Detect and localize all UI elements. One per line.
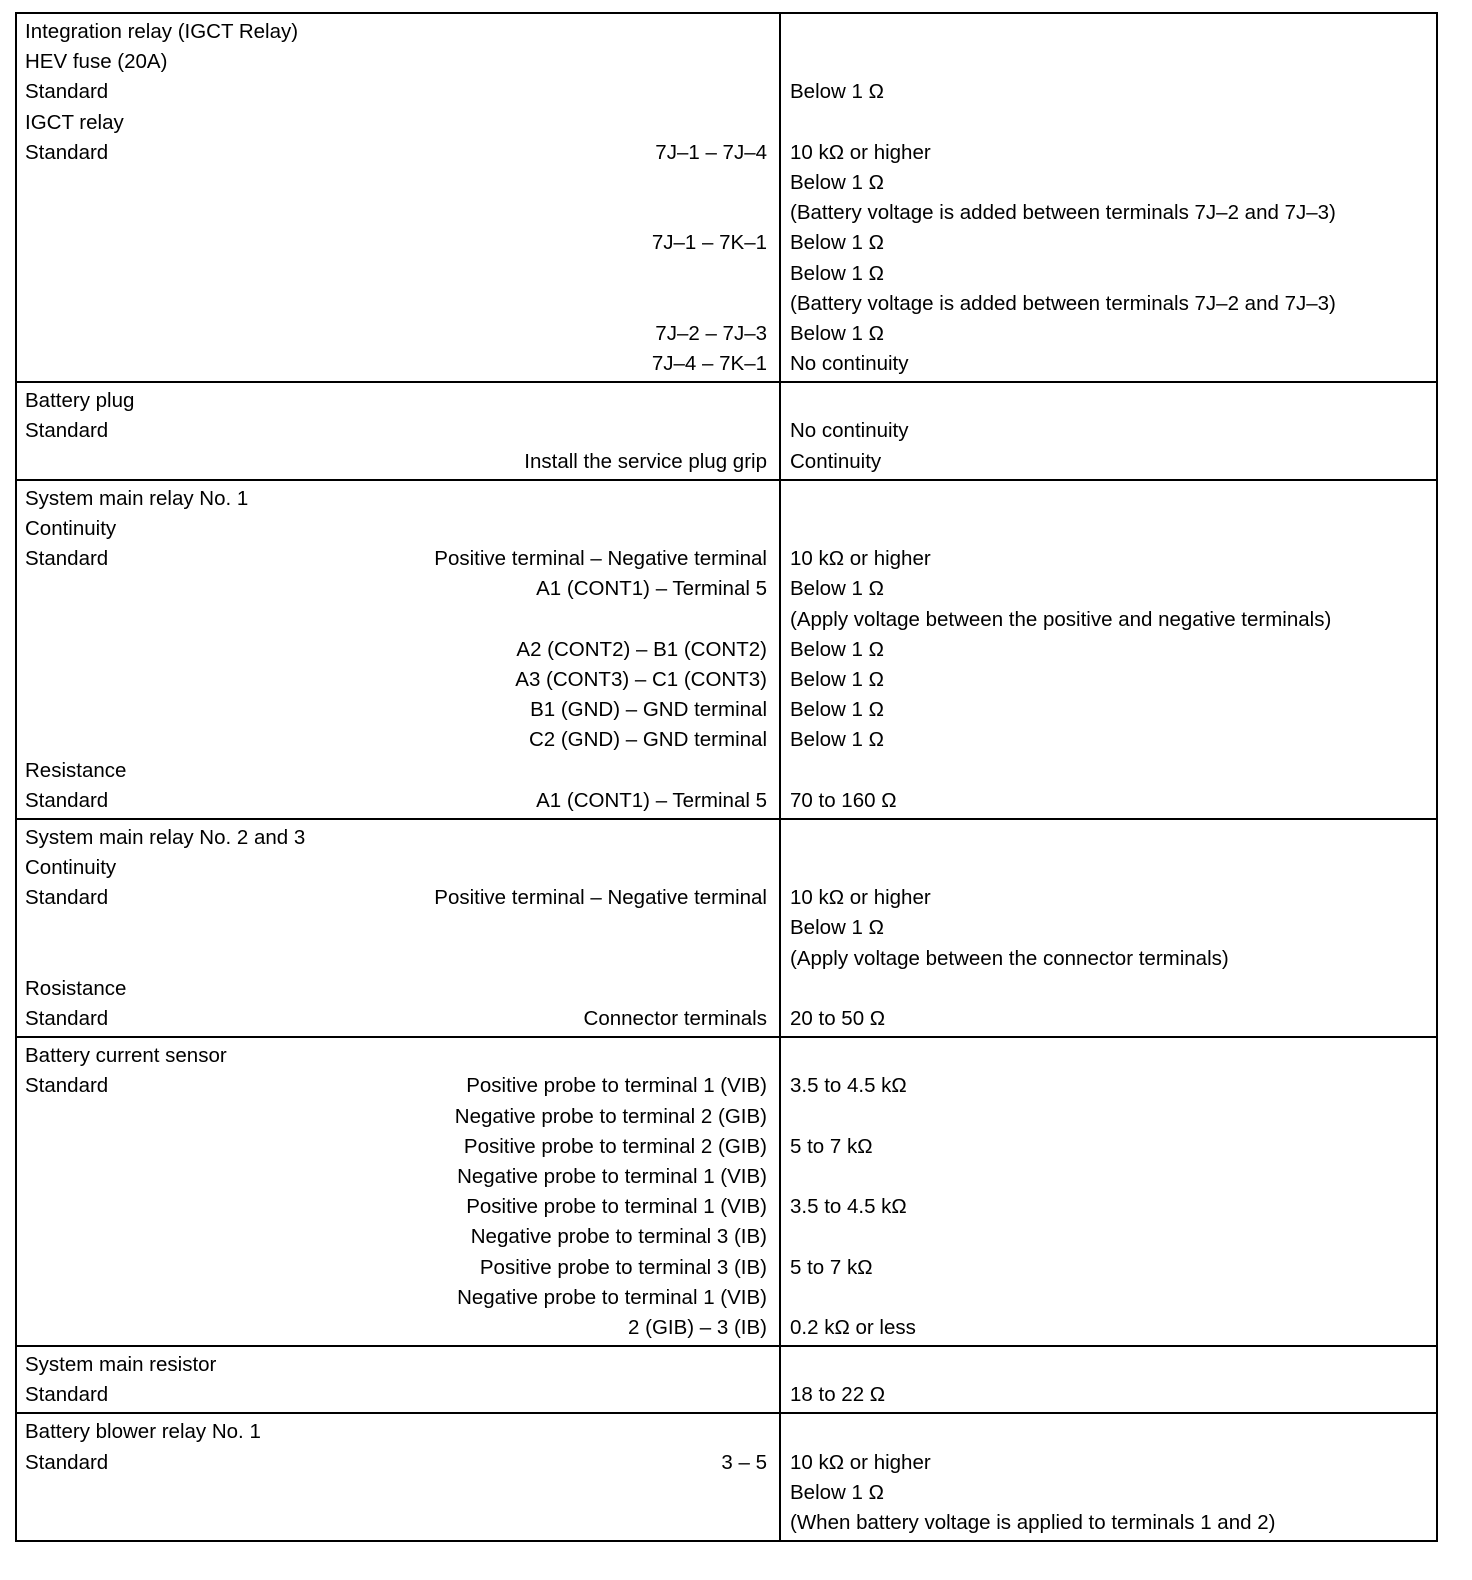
spec-value: Below 1 Ω (790, 1480, 884, 1504)
terminal-condition: A2 (CONT2) – B1 (CONT2) (516, 637, 767, 661)
value-cell (780, 819, 1437, 1037)
terminal-condition: Negative probe to terminal 3 (IB) (470, 1225, 767, 1249)
condition-line (17, 1102, 779, 1132)
condition-line (17, 1417, 779, 1447)
spec-value (781, 1350, 1436, 1380)
condition-line (17, 1222, 779, 1252)
item-label: Standard (25, 1450, 109, 1474)
terminal-condition: Positive terminal – Negative terminal (434, 547, 767, 571)
item-label: Standard (25, 1383, 109, 1407)
terminal-condition: 7J–1 – 7K–1 (651, 231, 767, 255)
spec-value (781, 756, 1436, 786)
condition-line (17, 319, 779, 349)
spec-value: Below 1 Ω (790, 261, 884, 285)
condition-line (17, 695, 779, 725)
condition-line (17, 786, 779, 816)
item-label: Battery blower relay No. 1 (25, 1420, 261, 1444)
terminal-condition: Negative probe to terminal 1 (VIB) (457, 1164, 767, 1188)
condition-line (17, 1004, 779, 1034)
terminal-condition: 7J–4 – 7K–1 (651, 352, 767, 376)
item-label: Standard (25, 1007, 109, 1030)
spec-value: 10 kΩ or higher (790, 886, 931, 910)
condition-line (17, 1041, 779, 1071)
condition-line (17, 883, 779, 913)
spec-section (16, 819, 1437, 1037)
spec-value (781, 484, 1436, 514)
spec-value: 10 kΩ or higher (790, 547, 931, 571)
spec-value: (Apply voltage between the positive and negative terminals) (790, 607, 1332, 631)
condition-line (17, 725, 779, 755)
condition-line (17, 1071, 779, 1101)
spec-value: Below 1 Ω (790, 231, 884, 255)
spec-value: 10 kΩ or higher (790, 140, 931, 164)
spec-section (16, 480, 1437, 819)
condition-cell (16, 819, 780, 1037)
condition-cell (16, 480, 780, 819)
spec-value: (When battery voltage is applied to terminals 1 and 2) (790, 1511, 1276, 1534)
condition-line (17, 635, 779, 665)
spec-value (781, 1222, 1436, 1252)
condition-line (17, 1253, 779, 1283)
condition-line (17, 1380, 779, 1410)
terminal-condition: A3 (CONT3) – C1 (CONT3) (515, 667, 767, 691)
condition-line (17, 47, 779, 77)
spec-value: 3.5 to 4.5 kΩ (790, 1195, 907, 1219)
condition-line (17, 756, 779, 786)
spec-value (781, 974, 1436, 1004)
terminal-condition: Install the service plug grip (524, 449, 767, 473)
condition-line (17, 1313, 779, 1343)
condition-line (17, 974, 779, 1004)
condition-line (17, 77, 779, 107)
spec-value: No continuity (790, 352, 909, 376)
condition-line (17, 1192, 779, 1222)
condition-line (17, 1448, 779, 1478)
spec-value (781, 108, 1436, 138)
condition-line (17, 913, 779, 943)
condition-line (17, 198, 779, 228)
spec-value: 10 kΩ or higher (790, 1450, 931, 1474)
item-label: Standard (25, 419, 109, 443)
condition-line (17, 605, 779, 635)
spec-value: Below 1 Ω (790, 698, 884, 722)
condition-line (17, 228, 779, 258)
spec-section (16, 1037, 1437, 1346)
terminal-condition: Positive probe to terminal 3 (IB) (479, 1255, 767, 1279)
condition-line (17, 1478, 779, 1508)
condition-line (17, 574, 779, 604)
condition-cell (16, 1346, 780, 1413)
spec-table (15, 12, 1438, 1542)
spec-value: 0.2 kΩ or less (790, 1315, 916, 1339)
terminal-condition: Positive probe to terminal 2 (GIB) (463, 1134, 767, 1158)
spec-value: Below 1 Ω (790, 637, 884, 661)
spec-value (781, 1283, 1436, 1313)
condition-line (17, 1350, 779, 1380)
spec-value (781, 853, 1436, 883)
spec-value: 5 to 7 kΩ (790, 1134, 873, 1158)
spec-value (781, 823, 1436, 853)
spec-value (781, 1041, 1436, 1071)
spec-value: 5 to 7 kΩ (790, 1255, 873, 1279)
condition-line (17, 1508, 779, 1538)
spec-value (781, 386, 1436, 416)
value-cell (780, 382, 1437, 480)
value-cell (780, 1037, 1437, 1346)
terminal-condition: C2 (GND) – GND terminal (528, 728, 767, 752)
spec-value (781, 514, 1436, 544)
condition-line (17, 665, 779, 695)
terminal-condition: Positive probe to terminal 1 (VIB) (466, 1074, 767, 1098)
spec-value: 18 to 22 Ω (790, 1383, 886, 1407)
item-label: Rosistance (25, 976, 127, 1000)
spec-value: (Battery voltage is added between terminals 7J–2 and 7J–3) (790, 291, 1336, 315)
item-label: System main relay No. 2 and 3 (25, 825, 306, 849)
condition-line (17, 853, 779, 883)
condition-line (17, 514, 779, 544)
spec-value (781, 1162, 1436, 1192)
spec-value: Below 1 Ω (790, 170, 884, 194)
condition-line (17, 447, 779, 477)
item-label: Integration relay (IGCT Relay) (25, 20, 299, 43)
condition-line (17, 386, 779, 416)
spec-value: (Battery voltage is added between terminals 7J–2 and 7J–3) (790, 201, 1336, 225)
terminal-condition: A1 (CONT1) – Terminal 5 (536, 788, 767, 812)
condition-line (17, 823, 779, 853)
condition-line (17, 544, 779, 574)
terminal-condition: A1 (CONT1) – Terminal 5 (536, 577, 767, 601)
spec-value (781, 1417, 1436, 1447)
terminal-condition: 7J–1 – 7J–4 (655, 140, 767, 164)
terminal-condition: Negative probe to terminal 2 (GIB) (454, 1104, 767, 1128)
spec-value: Below 1 Ω (790, 577, 884, 601)
terminal-condition: Positive terminal – Negative terminal (434, 886, 767, 910)
condition-line (17, 944, 779, 974)
item-label: Battery plug (25, 389, 135, 413)
condition-cell (16, 382, 780, 480)
terminal-condition: 7J–2 – 7J–3 (655, 321, 767, 345)
condition-line (17, 1162, 779, 1192)
terminal-condition: B1 (GND) – GND terminal (530, 698, 767, 722)
condition-line (17, 138, 779, 168)
condition-line (17, 168, 779, 198)
spec-value: No continuity (790, 419, 909, 443)
spec-value: 70 to 160 Ω (790, 788, 897, 812)
item-label: Standard (25, 80, 109, 104)
spec-value: Below 1 Ω (790, 667, 884, 691)
item-label: Standard (25, 140, 109, 164)
spec-value: Continuity (790, 449, 882, 473)
condition-line (17, 108, 779, 138)
condition-line (17, 349, 779, 379)
spec-section (16, 1413, 1437, 1541)
value-cell (780, 13, 1437, 382)
item-label: Resistance (25, 758, 127, 782)
item-label: HEV fuse (20A) (25, 50, 168, 74)
condition-line (17, 1283, 779, 1313)
condition-line (17, 259, 779, 289)
spec-value: Below 1 Ω (790, 728, 884, 752)
item-label: Battery current sensor (25, 1044, 227, 1068)
spec-value (781, 1102, 1436, 1132)
spec-value (781, 17, 1436, 47)
spec-value: 3.5 to 4.5 kΩ (790, 1074, 907, 1098)
item-label: Continuity (25, 517, 117, 540)
spec-value: Below 1 Ω (790, 916, 884, 940)
condition-line (17, 416, 779, 446)
item-label: IGCT relay (25, 110, 124, 134)
condition-cell (16, 13, 780, 382)
spec-section (16, 1346, 1437, 1413)
terminal-condition: 3 – 5 (721, 1450, 767, 1474)
item-label: Standard (25, 547, 109, 571)
spec-value: (Apply voltage between the connector terminals) (790, 946, 1229, 970)
terminal-condition: Connector terminals (583, 1007, 767, 1030)
spec-section (16, 13, 1437, 382)
spec-value: Below 1 Ω (790, 321, 884, 345)
terminal-condition: Positive probe to terminal 1 (VIB) (466, 1195, 767, 1219)
item-label: Standard (25, 886, 109, 910)
terminal-condition: Negative probe to terminal 1 (VIB) (457, 1285, 767, 1309)
item-label: Standard (25, 788, 109, 812)
condition-line (17, 289, 779, 319)
value-cell (780, 1346, 1437, 1413)
item-label: Continuity (25, 856, 117, 880)
condition-cell (16, 1037, 780, 1346)
spec-value (781, 47, 1436, 77)
terminal-condition: 2 (GIB) – 3 (IB) (628, 1315, 767, 1339)
spec-section (16, 382, 1437, 480)
item-label: System main relay No. 1 (25, 486, 249, 510)
condition-line (17, 17, 779, 47)
condition-cell (16, 1413, 780, 1541)
item-label: Standard (25, 1074, 109, 1098)
spec-value: 20 to 50 Ω (790, 1007, 886, 1030)
condition-line (17, 484, 779, 514)
value-cell (780, 1413, 1437, 1541)
condition-line (17, 1132, 779, 1162)
spec-value: Below 1 Ω (790, 80, 884, 104)
item-label: System main resistor (25, 1353, 217, 1377)
value-cell (780, 480, 1437, 819)
